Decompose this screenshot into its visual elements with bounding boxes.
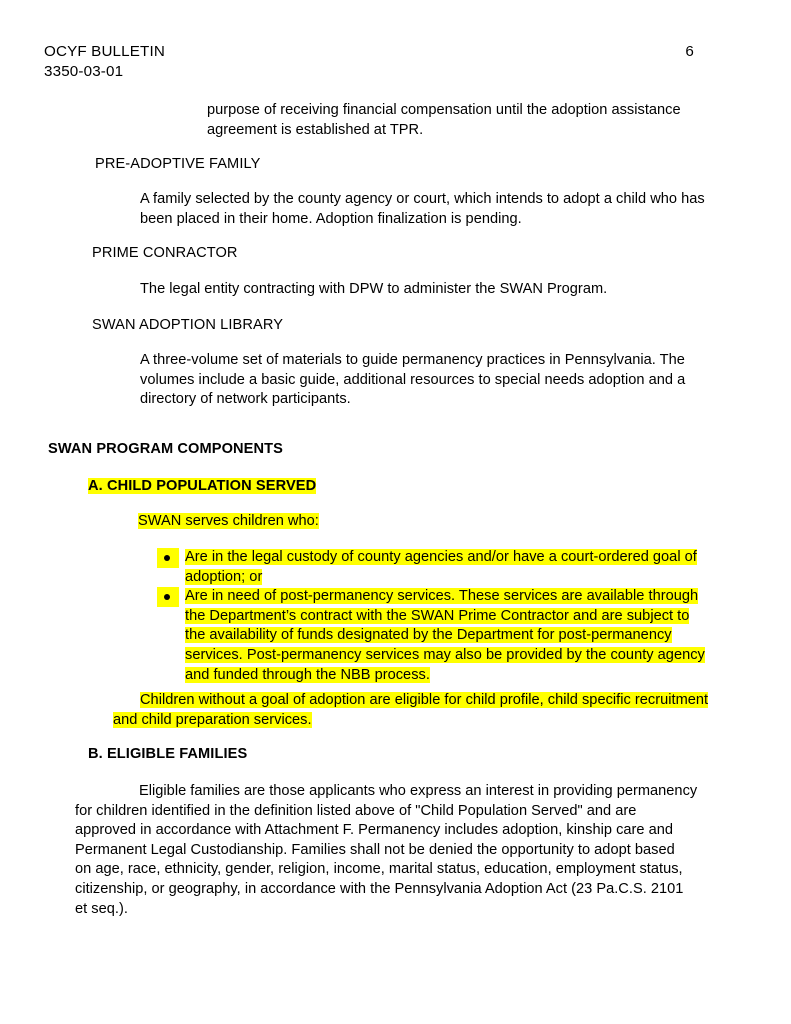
list-item-text — [185, 548, 743, 587]
eligible-families-line-1: Eligible families are those applicants who express an interest in providing permanency — [139, 783, 698, 799]
bullet-2-line-1: Are in need of post-permanency services. These services are available through — [185, 588, 699, 605]
closing-paragraph-line-2: and child preparation services. — [113, 711, 312, 728]
subsection-a-intro — [138, 512, 319, 532]
bullet-1-line-1: Are in the legal custody of county agencies and/or have a court-ordered goal of — [185, 549, 697, 565]
continued-paragraph-line-2: agreement is established at TPR. — [207, 121, 424, 138]
subsection-heading-child-population-served — [88, 477, 316, 497]
page-header — [44, 42, 747, 82]
subsection-a-closing-paragraph — [113, 691, 773, 730]
definition-body-swan-adoption-library — [140, 351, 745, 410]
bullet-dot-icon — [157, 548, 179, 568]
bullet-dot-icon — [157, 587, 179, 607]
bullet-2-line-2: the Department’s contract with the SWAN Prime Contractor and are subject to — [185, 607, 690, 624]
header-title-row — [44, 42, 747, 62]
subsection-a-label: A. CHILD POPULATION SERVED — [88, 478, 317, 494]
definition-body-line-2: volumes include a basic guide, additional resources to special needs adoption and a — [140, 371, 686, 388]
bullet-2-line-3: the availability of funds designated by the Department for post-permanency — [185, 627, 672, 644]
eligible-families-line-6: citizenship, or geography, in accordance with the Pennsylvania Adoption Act (23 Pa.C.S. 2101 — [75, 880, 684, 897]
eligible-families-line-5: on age, race, ethnicity, gender, religion, income, marital status, education, employment status, — [75, 861, 683, 878]
definition-body-line-2: been placed in their home. Adoption finalization is pending. — [140, 210, 522, 227]
page-number: 6 — [685, 43, 694, 60]
definition-body-line-1: A family selected by the county agency or court, which intends to adopt a child who has — [140, 191, 705, 207]
list-item-text — [185, 587, 743, 685]
eligible-families-line-7: et seq.). — [75, 900, 128, 917]
definition-term-pre-adoptive-family: PRE-ADOPTIVE FAMILY — [95, 156, 261, 172]
bulletin-number: 3350-03-01 — [44, 63, 124, 80]
subsection-b-paragraph — [75, 782, 775, 919]
subsection-heading-eligible-families: B. ELIGIBLE FAMILIES — [88, 746, 248, 762]
definition-body-line-3: directory of network participants. — [140, 391, 351, 408]
continued-paragraph — [207, 101, 742, 140]
definition-body-prime-conractor — [140, 280, 745, 300]
definition-body-line-1: The legal entity contracting with DPW to administer the SWAN Program. — [140, 281, 608, 297]
definition-term-prime-conractor: PRIME CONRACTOR — [92, 245, 238, 261]
eligible-families-line-2: for children identified in the definition listed above of "Child Population Served" and are — [75, 802, 637, 819]
bulletin-title: OCYF BULLETIN — [44, 43, 165, 60]
list-item — [0, 587, 791, 685]
section-heading-swan-program-components: SWAN PROGRAM COMPONENTS — [48, 441, 283, 457]
bullet-2-line-5: and funded through the NBB process. — [185, 666, 430, 683]
definition-body-pre-adoptive-family — [140, 190, 745, 229]
definition-body-line-1: A three-volume set of materials to guide permanency practices in Pennsylvania. The — [140, 352, 685, 368]
list-item — [0, 548, 791, 587]
definition-term-swan-adoption-library: SWAN ADOPTION LIBRARY — [92, 317, 284, 333]
child-population-bullet-list — [0, 548, 791, 685]
bullet-2-line-4: services. Post-permanency services may also be provided by the county agency — [185, 646, 705, 663]
bullet-1-line-2: adoption; or — [185, 568, 263, 585]
eligible-families-line-4: Permanent Legal Custodianship. Families shall not be denied the opportunity to adopt based — [75, 841, 675, 858]
eligible-families-line-3: approved in accordance with Attachment F. Permanency includes adoption, kinship care and — [75, 822, 674, 839]
subsection-a-intro-text: SWAN serves children who: — [138, 513, 319, 529]
continued-paragraph-line-1: purpose of receiving financial compensation until the adoption assistance — [207, 102, 681, 118]
closing-paragraph-line-1: Children without a goal of adoption are eligible for child profile, child specific recruitment — [140, 692, 709, 708]
